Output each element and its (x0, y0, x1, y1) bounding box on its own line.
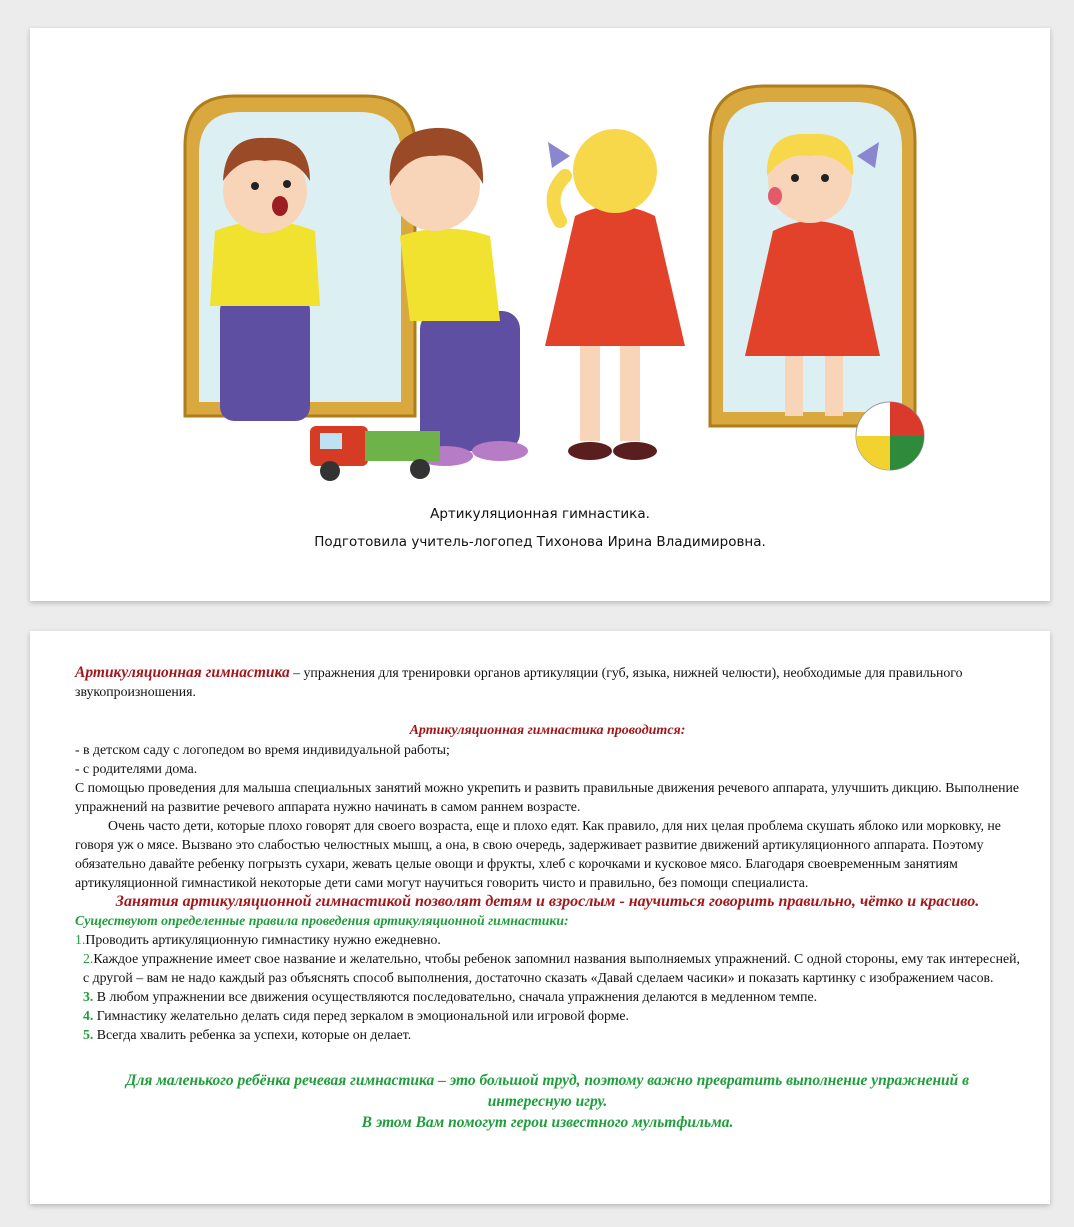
rule-item-5 (75, 1025, 1020, 1044)
boy-reflection-icon (210, 138, 320, 421)
rule-text-2: Каждое упражнение имеет свое название и желательно, чтобы ребенок запомнил названия выполняемых упражнений. С одной стороны, ему так интересней, с другой – вам не надо каждый раз объяснять способ выполнения, достаточно сказать «Давай сделаем часики» и показать картинку с изображением часов. (83, 951, 1020, 985)
rule-item-2 (75, 949, 1020, 987)
closing-line-2: В этом Вам помогут герои известного мультфильма. (361, 1114, 734, 1131)
content-slide (30, 631, 1050, 1204)
toy-truck-icon (310, 426, 440, 481)
content-text (75, 663, 1020, 1133)
children-mirror-illustration (145, 56, 945, 496)
rules-heading: Существуют определенные правила проведения артикуляционной гимнастики: (75, 913, 569, 928)
title-slide (30, 28, 1050, 601)
rule-number-1: 1. (75, 932, 86, 947)
where-item-2: - с родителями дома. (75, 761, 198, 776)
intro-rest: – упражнения для тренировки органов артикуляции (губ, языка, нижней челюсти), необходимые для правильного звукопроизношения. (75, 665, 963, 699)
rule-number-4: 4. (83, 1008, 94, 1023)
rule-text-1: Проводить артикуляционную гимнастику нужно ежедневно. (85, 932, 441, 947)
rule-number-2: 2. (83, 951, 94, 966)
intro-term: Артикуляционная гимнастика (75, 664, 290, 681)
paragraph-2: Очень часто дети, которые плохо говорят для своего возраста, еще и плохо едят. Как правило, для них целая проблема скушать яблоко или морковку, не говоря уж о мясе. Вызвано это слабостью челюстных мышц, а она, в свою очередь, задерживает развитие движений артикуляционного аппарата. Поэтому обязательно давайте ребенку погрызть сухари, жевать целые овощи и фрукты, хлеб с корочками и кусковое мясо. Благодаря своевременным занятиям артикуляционной гимнастикой некоторые дети сами могут научиться говорить чисто и правильно, без помощи специалиста. (75, 818, 1001, 890)
rule-item-1 (75, 930, 1020, 949)
paragraph-1: С помощью проведения для малыша специальных занятий можно укрепить и развить правильные движения речевого аппарата, улучшить дикцию. Выполнение упражнений на развитие речевого аппарата нужно начинать в самом раннем возрасте. (75, 780, 1020, 814)
rule-item-4 (75, 1006, 1020, 1025)
intro-paragraph (75, 663, 1020, 701)
author-line: Подготовила учитель-логопед Тихонова Ирина Владимировна. (314, 534, 766, 550)
title-captions (30, 506, 1050, 562)
highlight-line: Занятия артикуляционной гимнастикой позволят детям и взрослым - научиться говорить правильно, чётко и красиво. (115, 893, 980, 910)
where-item-1: - в детском саду с логопедом во время индивидуальной работы; (75, 742, 450, 757)
closing-line-1: Для маленького ребёнка речевая гимнастика – это большой труд, поэтому важно превратить выполнение упражнений в интересную игру. (125, 1072, 970, 1110)
rule-number-5: 5. (83, 1027, 94, 1042)
rule-item-3 (75, 987, 1020, 1006)
rule-text-5: Всегда хвалить ребенка за успехи, которые он делает. (93, 1027, 412, 1042)
rule-text-3: В любом упражнении все движения осуществляются последовательно, сначала упражнения делаются в медленном темпе. (93, 989, 818, 1004)
girl-icon (545, 129, 685, 460)
where-heading: Артикуляционная гимнастика проводится: (409, 723, 686, 738)
slide-title: Артикуляционная гимнастика. (430, 506, 650, 522)
ball-icon (856, 402, 924, 470)
rule-text-4: Гимнастику желательно делать сидя перед зеркалом в эмоциональной или игровой форме. (93, 1008, 629, 1023)
rule-number-3: 3. (83, 989, 94, 1004)
